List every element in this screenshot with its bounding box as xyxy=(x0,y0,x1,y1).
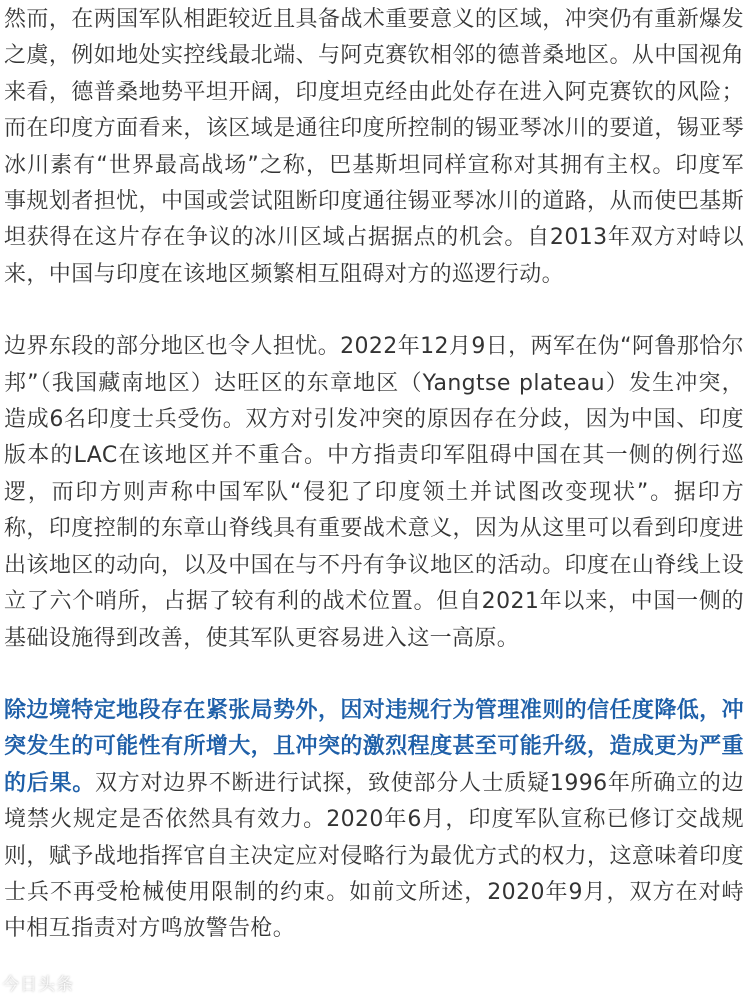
paragraph-2: 边界东段的部分地区也令人担忧。2022年12月9日，两军在伪“阿鲁那恰尔邦”（我国藏南地区）达旺区的东章地区（Yangtse plateau）发生冲突，造成6名印度士兵受伤。双方对引发冲突的原因存在分歧，因为中国、印度版本的LAC在该地区并不重合。中方指责印军阻碍中国在其一侧的例行巡逻，而印方则声称中国军队“侵犯了印度领土并试图改变现状”。据印方称，印度控制的东章山脊线具有重要战术意义，因为从这里可以看到印度进出该地区的动向，以及中国在与不丹有争议地区的活动。印度在山脊线上设立了六个哨所，占据了较有利的战术位置。但自2021年以来，中国一侧的基础设施得到改善，使其军队更容易进入这一高原。 xyxy=(4,334,744,651)
paragraph-3-text: 双方对边界不断进行试探，致使部分人士质疑1996年所确立的边境禁火规定是否依然具有效力。2020年6月，印度军队宣称已修订交战规则，赋予战地指挥官自主决定应对侵略行为最优方式的权力，这意味着印度士兵不再受枪械使用限制的约束。如前文所述，2020年9月，双方在对峙中相互指责对方鸣放警告枪。 xyxy=(4,770,744,942)
watermark: 今日头条 xyxy=(2,975,74,995)
paragraph-3-emphasis: 除边境特定地段存在紧张局势外，因对违规行为管理准则的信任度降低，冲突发生的可能性有所增大，且冲突的激烈程度甚至可能升级，造成更为严重的后果。 xyxy=(4,697,744,796)
article-body xyxy=(4,2,744,948)
paragraph-3 xyxy=(4,693,744,948)
paragraph-1: 然而，在两国军队相距较近且具备战术重要意义的区域，冲突仍有重新爆发之虞，例如地处实控线最北端、与阿克赛钦相邻的德普桑地区。从中国视角来看，德普桑地势平坦开阔，印度坦克经由此处存在进入阿克赛钦的风险；而在印度方面看来，该区域是通往印度所控制的锡亚琴冰川的要道，锡亚琴冰川素有“世界最高战场”之称，巴基斯坦同样宣称对其拥有主权。印度军事规划者担忧，中国或尝试阻断印度通往锡亚琴冰川的道路，从而使巴基斯坦获得在这片存在争议的冰川区域占据据点的机会。自2013年双方对峙以来，中国与印度在该地区频繁相互阻碍对方的巡逻行动。 xyxy=(4,7,744,287)
